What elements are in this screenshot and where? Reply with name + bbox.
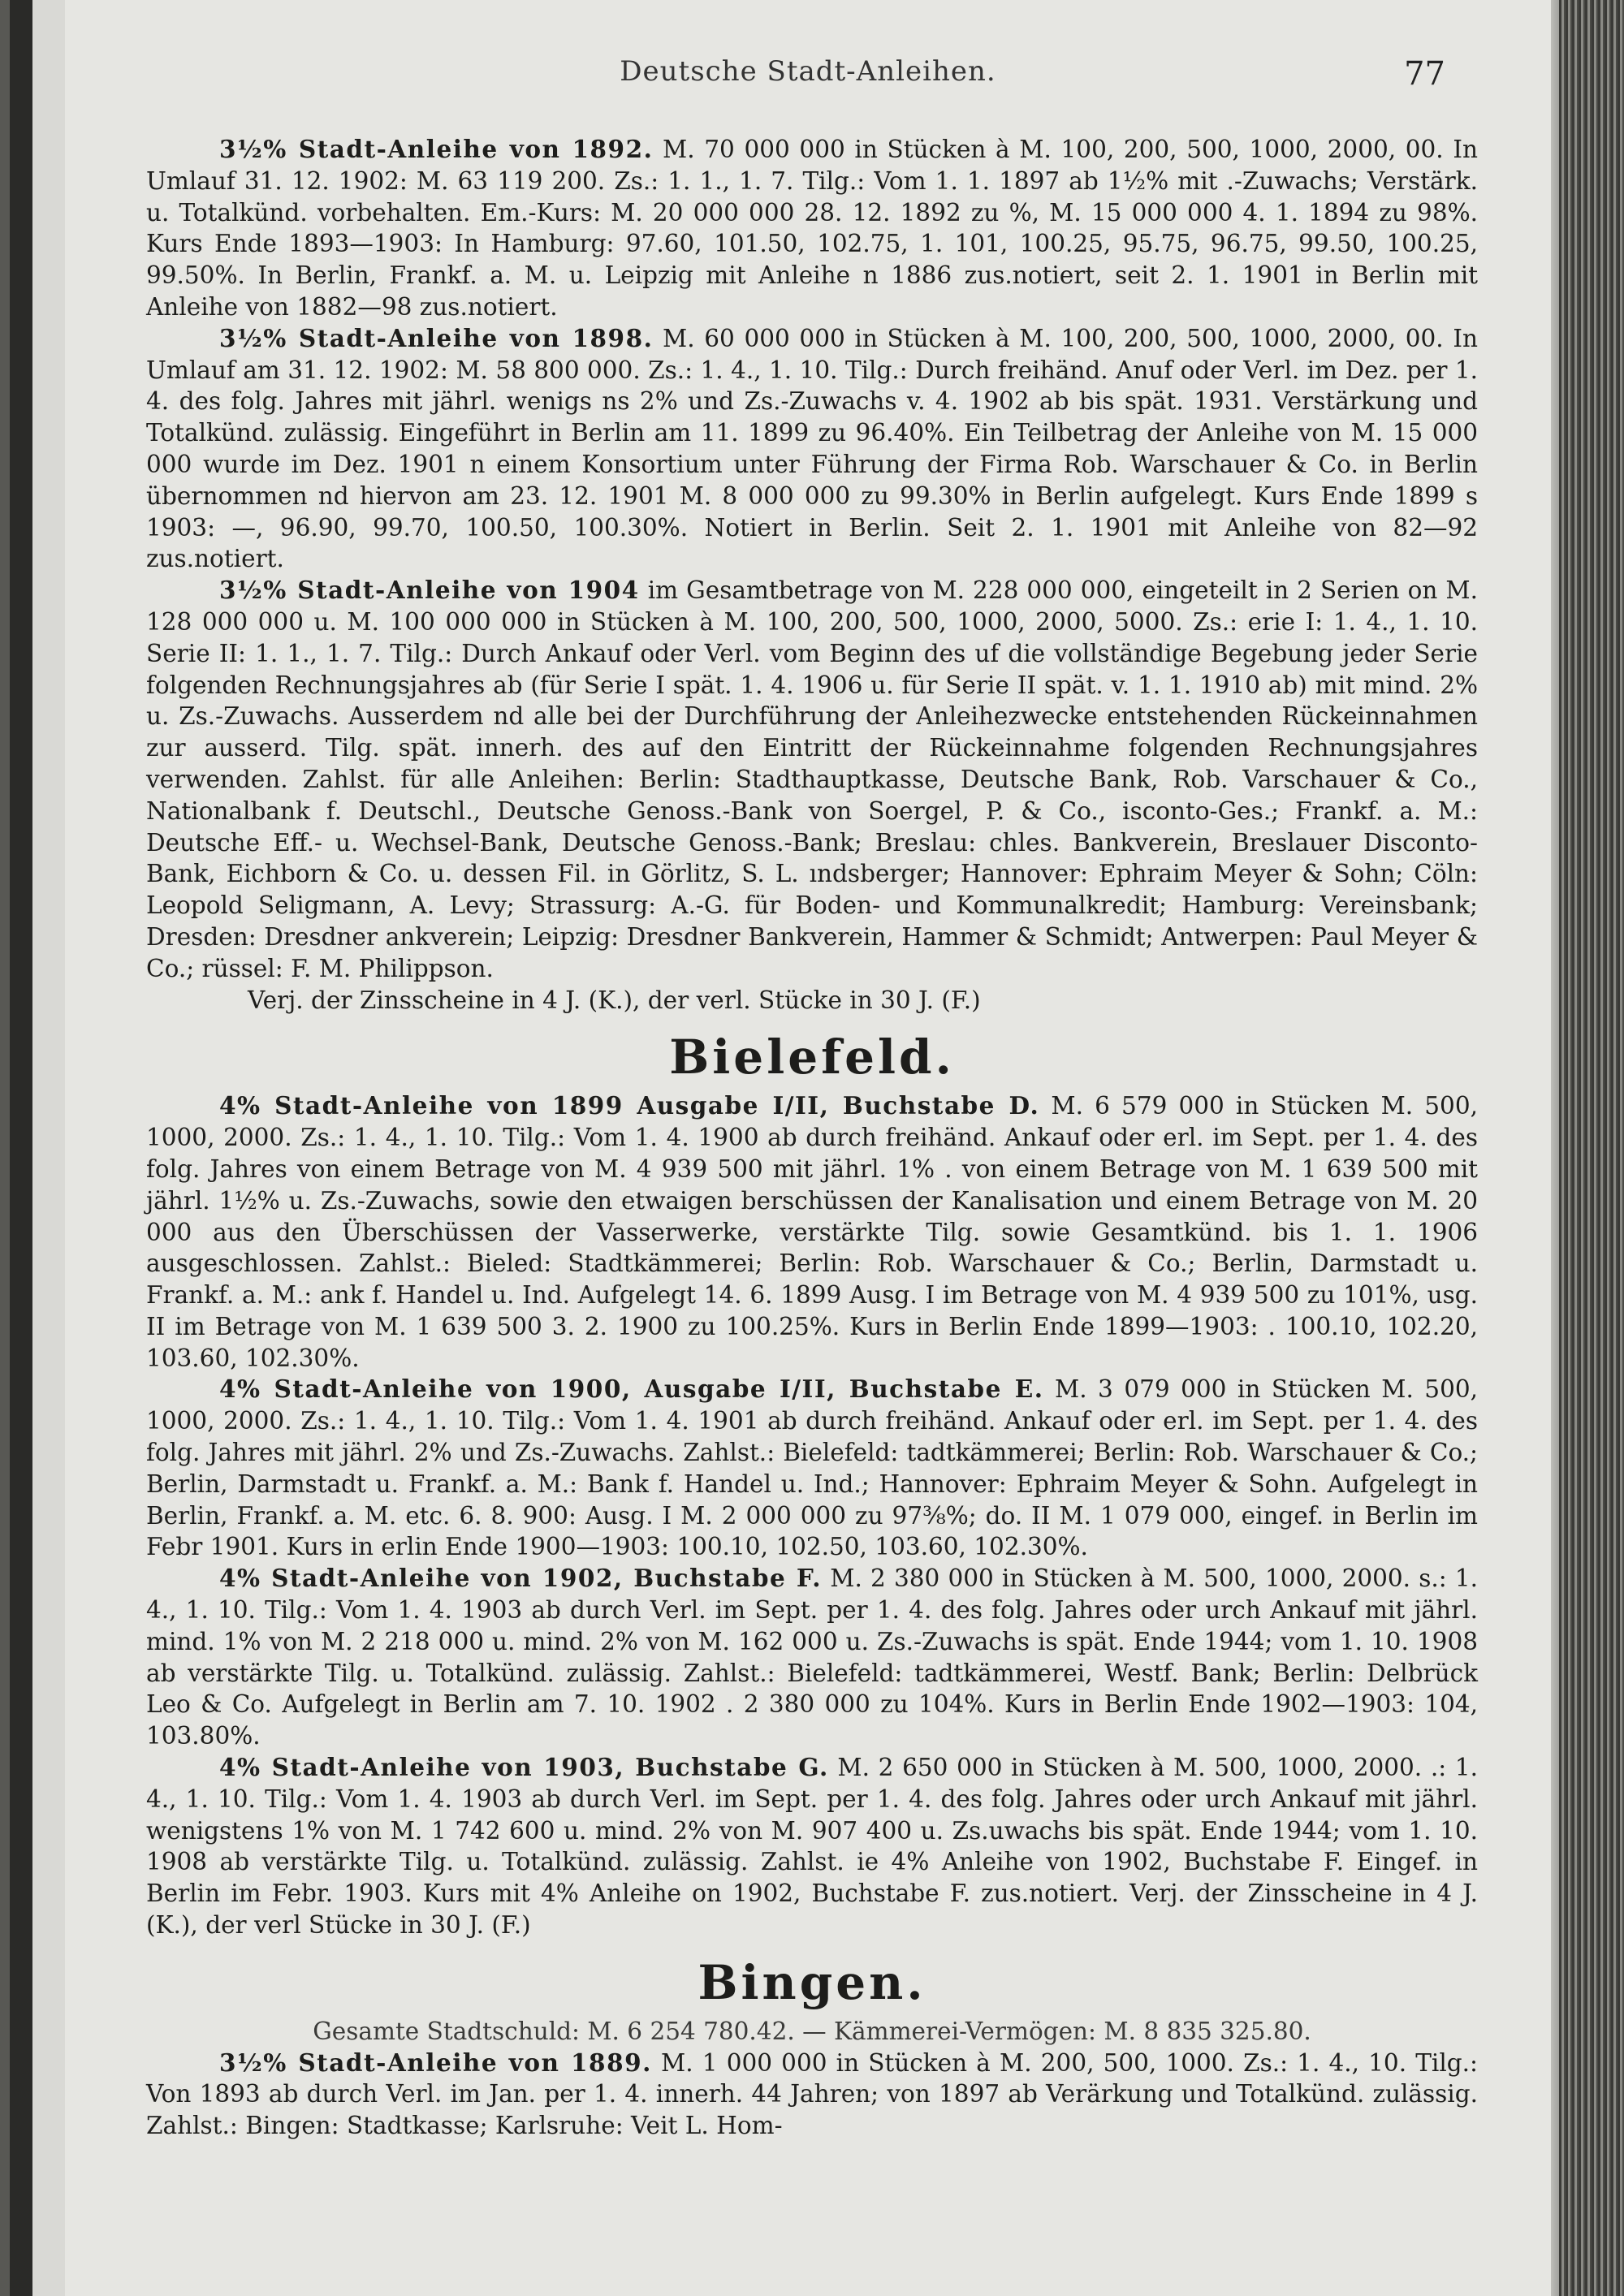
page-number: 77 [1404, 55, 1445, 93]
loan-text: im Gesamtbetrage von M. 228 000 000, eingeteilt in 2 Serien on M. 128 000 000 u. M. 100 000 000 in Stücken à M. 100, 200, 500, 1000, 2000, 5000. Zs.: erie I: 1. 4., 1. 10. Serie II: 1. 1., 1. 7. Tilg.: Durch Ankauf oder Verl. vom Beginn des uf die vollständige Begebung jeder Serie folgenden Rechnungsjahres ab (für Serie I spät. 1. 4. 1906 u. für Serie II spät. v. 1. 1. 1910 ab) mit mind. 2% u. Zs.-Zuwachs. Ausserdem nd alle bei der Durchführung der Anleihezwecke entstehenden Rückeinnahmen zur ausserd. Tilg. spät. innerh. des auf den Eintritt der Rückeinnahme folgenden Rechnungsjahres verwenden. Zahlst. für alle Anleihen: Berlin: Stadthauptkasse, Deutsche Bank, Rob. Varschauer & Co., Nationalbank f. Deutschl., Deutsche Genoss.-Bank von Soergel, P. & Co., isconto-Ges.; Frankf. a. M.: Deutsche Eff.- u. Wechsel-Bank, Deutsche Genoss.-Bank; Breslau: chles. Bankverein, Breslauer Disconto-Bank, Eichborn & Co. u. dessen Fil. in Görlitz, S. L. ındsberger; Hannover: Ephraim Meyer & Sohn; Cöln: Leopold Seligmann, A. Levy; Strassurg: A.-G. für Boden- und Kommunalkredit; Hamburg: Vereinsbank; Dresden: Dresdner ankverein; Leipzig: Dresdner Bankverein, Hammer & Schmidt; Antwerpen: Paul Meyer & Co.; rüssel: F. M. Philippson. [146, 576, 1478, 982]
loan-text: M. 70 000 000 in Stücken à M. 100, 200, 500, 1000, 2000, 00. In Umlauf 31. 12. 1902: M. 63 119 200. Zs.: 1. 1., 1. 7. Tilg.: Vom 1. 1. 1897 ab 1½% mit .-Zuwachs; Verstärk. u. Totalkünd. vorbehalten. Em.-Kurs: M. 20 000 000 28. 12. 1892 zu %, M. 15 000 000 4. 1. 1894 zu 98%. Kurs Ende 1893—1903: In Hamburg: 97.60, 101.50, 102.75, 1. 101, 100.25, 95.75, 96.75, 99.50, 100.25, 99.50%. In Berlin, Frankf. a. M. u. Leipzig mit Anleihe n 1886 zus.notiert, seit 2. 1. 1901 in Berlin mit Anleihe von 1882—98 zus.notiert. [146, 136, 1478, 321]
city-heading: Bielefeld. [669, 1029, 955, 1085]
book-page [65, 0, 1551, 2296]
loan-text: M. 3 079 000 in Stücken M. 500, 1000, 2000. Zs.: 1. 4., 1. 10. Tilg.: Vom 1. 4. 1901 ab durch freihänd. Ankauf oder erl. im Sept. per 1. 4. des folg. Jahres mit jährl. 2% und Zs.-Zuwachs. Zahlst.: Bielefeld: tadtkämmerei; Berlin: Rob. Warschauer & Co.; Berlin, Darmstadt u. Frankf. a. M.: Bank f. Handel u. Ind.; Hannover: Ephraim Meyer & Sohn. Aufgelegt in Berlin, Frankf. a. M. etc. 6. 8. 900: Ausg. I M. 2 000 000 zu 97⅜%; do. II M. 1 079 000, eingef. in Berlin im Febr 1901. Kurs in erlin Ende 1900—1903: 100.10, 102.50, 103.60, 102.30%. [146, 1375, 1478, 1561]
loan-heading: 3½% Stadt-Anleihe von 1889. [219, 2048, 652, 2077]
loan-heading: 4% Stadt-Anleihe von 1900, Ausgabe I/II, Buchstabe E. [219, 1375, 1044, 1404]
city-heading: Bingen. [698, 1954, 926, 2010]
city-summary: Gesamte Stadtschuld: M. 6 254 780.42. — Kämmerei-Vermögen: M. 8 835 325.80. [313, 2017, 1311, 2045]
running-title: Deutsche Stadt-Anleihen. [620, 55, 996, 88]
loan-heading: 4% Stadt-Anleihe von 1899 Ausgabe I/II, Buchstabe D. [219, 1091, 1040, 1120]
loan-heading: 4% Stadt-Anleihe von 1903, Buchstabe G. [219, 1753, 829, 1782]
loan-entry [146, 1374, 1478, 1563]
loan-entry [146, 575, 1478, 984]
loan-entry [146, 1752, 1478, 1941]
loan-text: M. 60 000 000 in Stücken à M. 100, 200, 500, 1000, 2000, 00. In Umlauf am 31. 12. 1902: M. 58 800 000. Zs.: 1. 4., 1. 10. Tilg.: Durch freihänd. Anuf oder Verl. im Dez. per 1. 4. des folg. Jahres mit jährl. wenigs ns 2% und Zs.-Zuwachs v. 4. 1902 ab bis spät. 1931. Verstärkung und Totalkünd. zulässig. Eingeführt in Berlin am 11. 1899 zu 96.40%. Ein Teilbetrag der Anleihe von M. 15 000 000 wurde im Dez. 1901 n einem Konsortium unter Führung der Firma Rob. Warschauer & Co. in Berlin übernommen nd hiervon am 23. 12. 1901 M. 8 000 000 zu 99.30% in Berlin aufgelegt. Kurs Ende 1899 s 1903: —, 96.90, 99.70, 100.50, 100.30%. Notiert in Berlin. Seit 2. 1. 1901 mit Anleihe von 82—92 zus.notiert. [146, 324, 1478, 573]
scan-page-edge [1559, 0, 1624, 2296]
loan-entry [146, 1090, 1478, 1374]
loan-entry [146, 1563, 1478, 1752]
loan-heading: 3½% Stadt-Anleihe von 1898. [219, 323, 654, 352]
loan-heading: 3½% Stadt-Anleihe von 1892. [219, 135, 654, 163]
loan-entry [146, 2048, 1478, 2142]
loan-entry [146, 134, 1478, 323]
text-column [146, 134, 1478, 2142]
loan-heading: 3½% Stadt-Anleihe von 1904 [219, 576, 640, 605]
loan-text: M. 6 579 000 in Stücken M. 500, 1000, 2000. Zs.: 1. 4., 1. 10. Tilg.: Vom 1. 4. 1900 ab durch freihänd. Ankauf oder erl. im Sept. per 1. 4. des folg. Jahres von einem Betrage von M. 4 939 500 mit jährl. 1% . von einem Betrage von M. 1 639 500 mit jährl. 1½% u. Zs.-Zuwachs, sowie den etwaigen berschüssen der Kanalisation und einem Betrage von M. 20 000 aus den Überschüssen der Vasserwerke, verstärkte Tilg. sowie Gesamtkünd. bis 1. 1. 1906 ausgeschlossen. Zahlst.: Bieled: Stadtkämmerei; Berlin: Rob. Warschauer & Co.; Berlin, Darmstadt u. Frankf. a. M.: ank f. Handel u. Ind. Aufgelegt 14. 6. 1899 Ausg. I im Betrage von M. 4 939 500 zu 101%, usg. II im Betrage von M. 1 639 500 3. 2. 1900 zu 100.25%. Kurs in Berlin Ende 1899—1903: . 100.10, 102.20, 103.60, 102.30%. [146, 1092, 1478, 1372]
loan-text: M. 2 380 000 in Stücken à M. 500, 1000, 2000. s.: 1. 4., 1. 10. Tilg.: Vom 1. 4. 1903 ab durch Verl. im Sept. per 1. 4. des folg. Jahres oder urch Ankauf mit jährl. mind. 1% von M. 2 218 000 u. mind. 2% von M. 162 000 u. Zs.-Zuwachs is spät. Ende 1944; vom 1. 10. 1908 ab verstärkte Tilg. u. Totalkünd. zulässig. Zahlst.: Bielefeld: tadtkämmerei, Westf. Bank; Berlin: Delbrück Leo & Co. Aufgelegt in Berlin am 7. 10. 1902 . 2 380 000 zu 104%. Kurs in Berlin Ende 1902—1903: 104, 103.80%. [146, 1564, 1478, 1750]
loan-heading: 4% Stadt-Anleihe von 1902, Buchstabe F. [219, 1564, 823, 1593]
scan-left-binding [0, 0, 32, 2296]
loan-entry [146, 323, 1478, 575]
loan-text: M. 2 650 000 in Stücken à M. 500, 1000, 2000. .: 1. 4., 1. 10. Tilg.: Vom 1. 4. 1903 ab durch Verl. im Sept. per 1. 4. des folg. Jahres oder urch Ankauf mit jährl. wenigstens 1% von M. 1 742 600 u. mind. 2% von M. 907 400 u. Zs.uwachs bis spät. Ende 1944; vom 1. 10. 1908 ab verstärkte Tilg. u. Totalkünd. zulässig. Zahlst. ie 4% Anleihe von 1902, Buchstabe F. Eingef. in Berlin im Febr. 1903. Kurs mit 4% Anleihe on 1902, Buchstabe F. zus.notiert. Verj. der Zinsscheine in 4 J. (K.), der verl Stücke in 30 J. (F.) [146, 1754, 1478, 1940]
page-header [65, 55, 1551, 104]
loan-text: M. 1 000 000 in Stücken à M. 200, 500, 1000. Zs.: 1. 4., 10. Tilg.: Von 1893 ab durch Verl. im Jan. per 1. 4. innerh. 44 Jahren; von 1897 ab Verärkung und Totalkünd. zulässig. Zahlst.: Bingen: Stadtkasse; Karlsruhe: Veit L. Hom- [146, 2048, 1478, 2140]
closing-note: Verj. der Zinsscheine in 4 J. (K.), der verl. Stücke in 30 J. (F.) [248, 986, 981, 1014]
